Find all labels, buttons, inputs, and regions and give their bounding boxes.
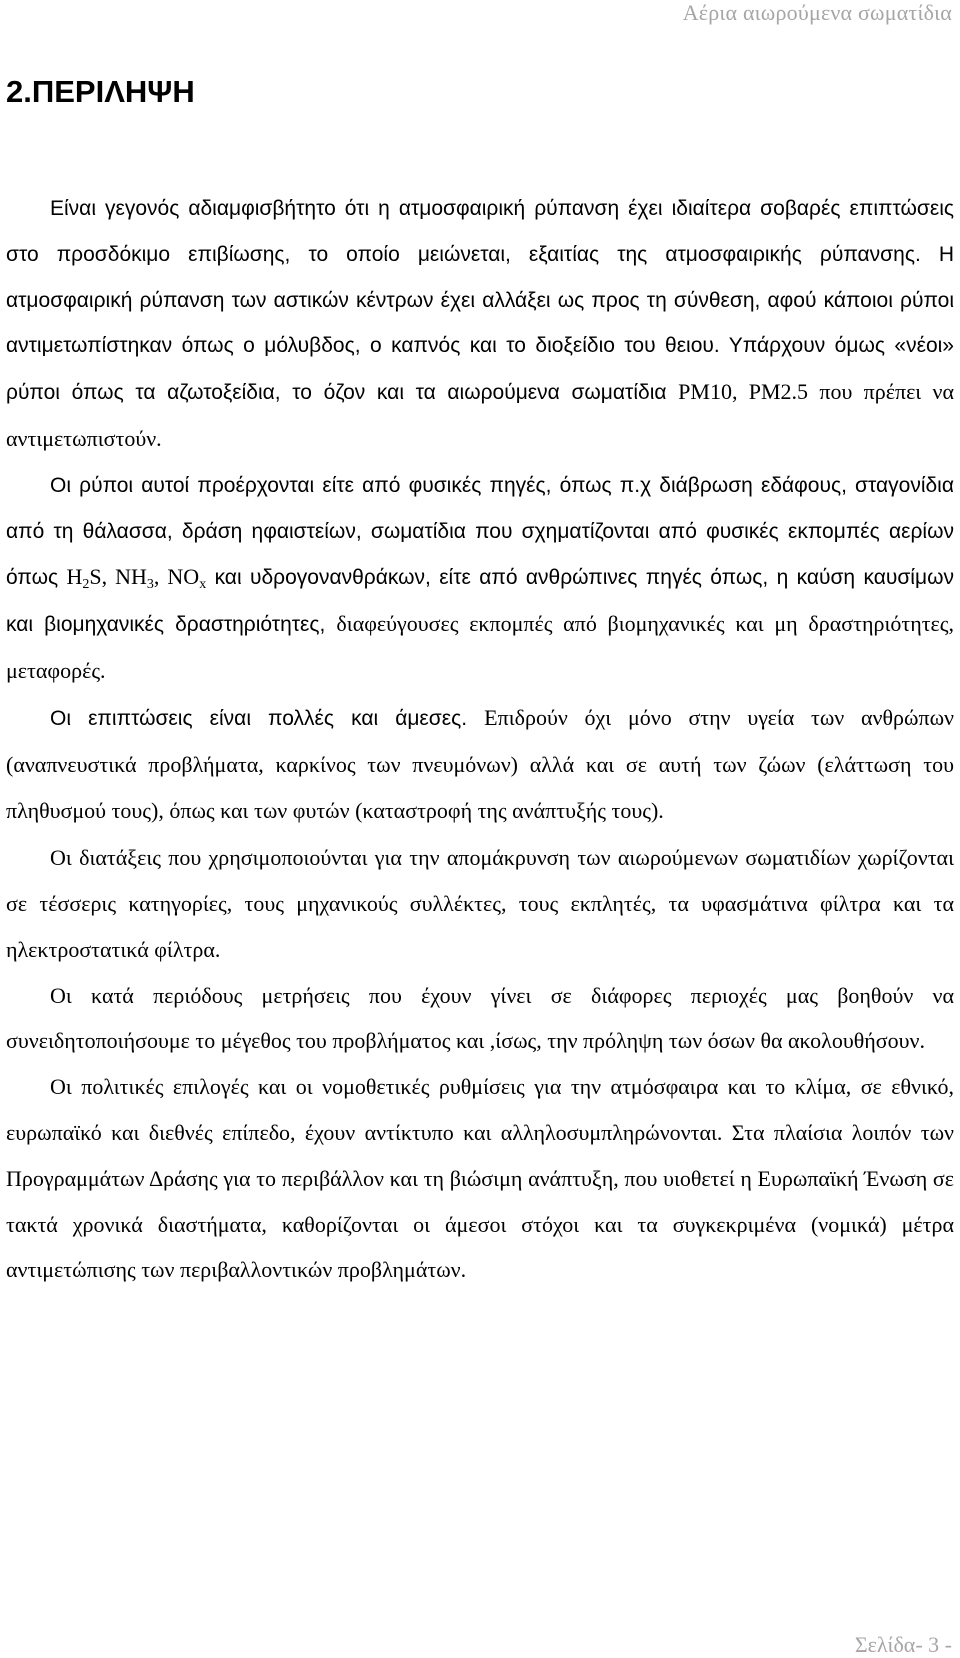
paragraph-5: Οι κατά περιόδους μετρήσεις που έχουν γίνει σε διάφορες περιοχές μας βοηθούν να συνειδητοποιήσουμε το μέγεθος του προβλήματος και ,ίσως, την πρόληψη των όσων θα ακολουθήσουν. [6,982,954,1054]
formula-h2s-subscript: 2 [82,577,90,593]
formula-nh3-rest: , [153,564,168,590]
formula-nox-subscript: x [199,577,207,593]
paragraph-2-serif-text: διαφεύγουσες εκπομπές από βιομηχανικές και μη δραστηριότητες, μεταφορές. [6,611,955,683]
running-header-title: Αέρια αιωρούμενα σωματίδια [682,0,952,25]
formula-nox-symbol: NO [167,564,200,590]
formula-h2s-symbol: H [66,564,83,590]
paragraph-4: Οι διατάξεις που χρησιμοποιούνται για την απομάκρυνση των αιωρούμενων σωματιδίων χωρίζονται σε τέσσερις κατηγορίες, τους μηχανικούς συλλέκτες, τους εκπλητές, τα υφασμάτινα φίλτρα και τα ηλεκτροστατικά φίλτρα. [6,845,954,962]
formula-nh3-symbol: NH [115,564,147,590]
paragraph-3-serif-text: Επιδρούν όχι μόνο στην υγεία των ανθρώπων (αναπνευστικά προβλήματα, καρκίνος των πνευμόνων) αλλά και σε αυτή των ζώων (ελάττωση του πληθυσμού τους), όπως και των φυτών (καταστροφή της ανάπτυξής τους). [6,704,954,824]
paragraph-2-text-a: Οι ρύποι αυτοί προέρχονται είτε από φυσικές πηγές, όπως π.χ διάβρωση εδάφους, σταγονίδια από τη θάλασσα, δράση ηφαιστείων, σωματίδια που σχηματίζονται από φυσικές εκπομπές αερίων όπως [6,473,954,590]
formula-h2s-rest: S, [89,564,116,590]
paragraph-1-pm-text: ΡΜ10, ΡΜ2.5 που πρέπει να αντιμετωπιστούν. [6,379,955,451]
body-text [6,186,954,1293]
chemical-formulas [66,564,207,593]
paragraph-2-text-b: και υδρογονανθράκων, είτε από ανθρώπινες πηγές όπως, η καύση καυσίμων και βιομηχανικές δραστηριότητες, [6,566,954,637]
paragraph-3-text-a: Οι επιπτώσεις είναι πολλές και άμεσες. [50,706,485,730]
paragraph-3 [6,695,954,835]
paragraph-1-text: Είναι γεγονός αδιαμφισβήτητο ότι η ατμοσφαιρική ρύπανση έχει ιδιαίτερα σοβαρές επιπτώσεις στο προσδόκιμο επιβίωσης, το οποίο μειώνεται, εξαιτίας της ατμοσφαιρικής ρύπανσης. Η ατμοσφαιρική ρύπανση των αστικών κέντρων έχει αλλάξει ως προς τη σύνθεση, αφού κάποιοι ρύποι αντιμετωπίστηκαν όπως ο μόλυβδος, ο καπνός και το διοξείδιο του θειου. Υπάρχουν όμως «νέοι» ρύποι όπως τα αζωτοξείδια, το όζον και τα αιωρούμενα σωματίδια [6,197,954,405]
page-number: Σελίδα- 3 - [854,1632,952,1657]
paragraph-2 [6,463,954,695]
paragraph-1 [6,186,954,463]
formula-nh3-subscript: 3 [146,577,154,593]
section-title: 2.ΠΕΡΙΛΗΨΗ [6,74,195,109]
paragraph-6: Οι πολιτικές επιλογές και οι νομοθετικές ρυθμίσεις για την ατμόσφαιρα και το κλίμα, σε εθνικό, ευρωπαϊκό και διεθνές επίπεδο, έχουν αντίκτυπο και αλληλοσυμπληρώνονται. Στα πλαίσια λοιπόν των Προγραμμάτων Δράσης για το περιβάλλον και τη βιώσιμη ανάπτυξη, που υιοθετεί η Ευρωπαϊκή Ένωση σε τακτά χρονικά διαστήματα, καθορίζονται οι άμεσοι στόχοι και τα συγκεκριμένα (νομικά) μέτρα αντιμετώπισης των περιβαλλοντικών προβλημάτων. [6,1074,954,1283]
